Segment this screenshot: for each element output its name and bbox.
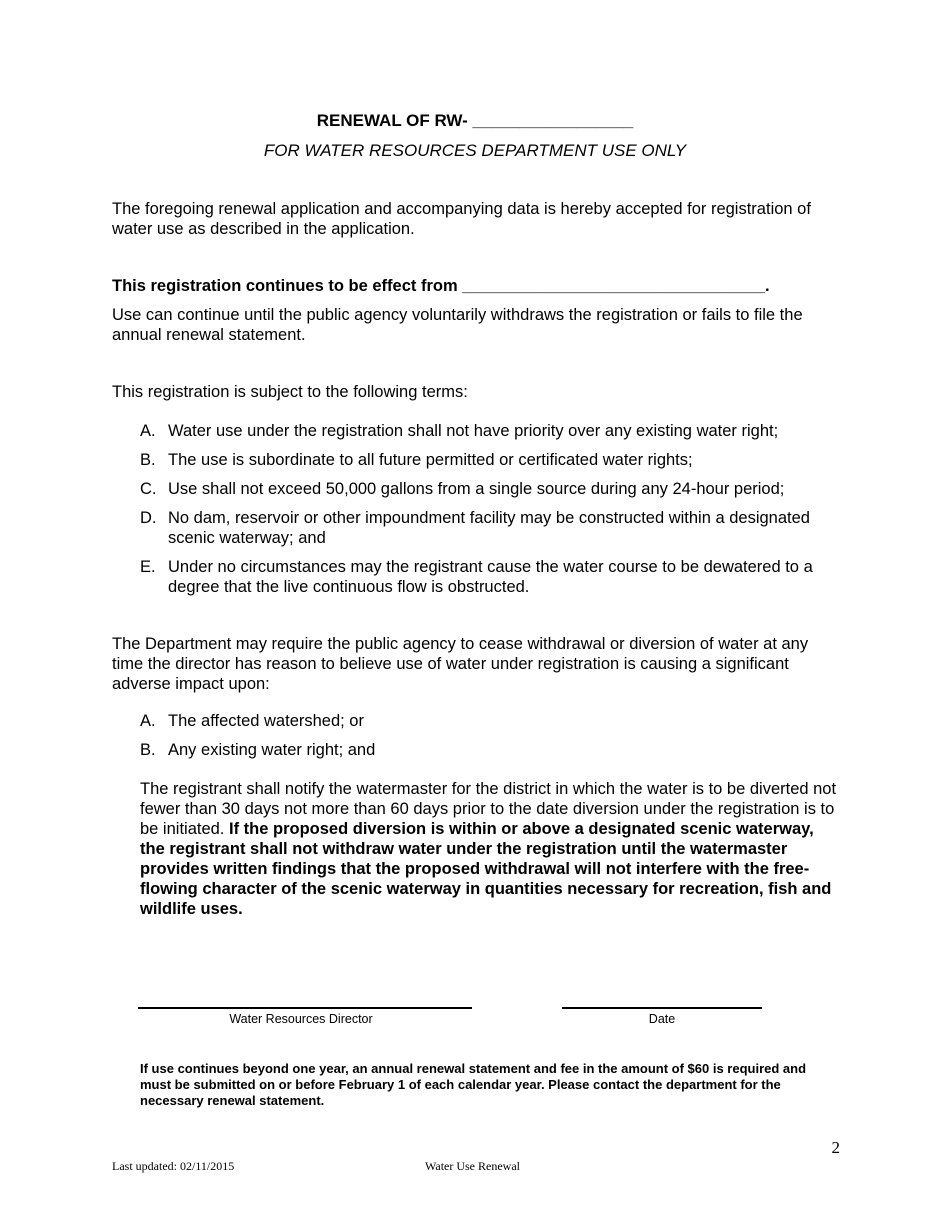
list-item [140, 711, 840, 731]
list-item-text: The affected watershed; or [168, 712, 364, 730]
list-item [140, 557, 840, 597]
intro-paragraph: The foregoing renewal application and accompanying data is hereby accepted for registration of water use as described in the application. [112, 200, 811, 238]
form-subtitle: FOR WATER RESOURCES DEPARTMENT USE ONLY [263, 141, 687, 160]
list-item-letter: B. [140, 451, 156, 469]
terms-list [140, 421, 840, 597]
last-updated: Last updated: 02/11/2015 [112, 1159, 235, 1173]
list-item [140, 740, 840, 760]
list-item-text: Use shall not exceed 50,000 gallons from a single source during any 24-hour period; [168, 480, 785, 498]
list-item [140, 508, 840, 548]
list-item-letter: E. [140, 558, 156, 576]
renewal-notice: If use continues beyond one year, an annual renewal statement and fee in the amount of $60 is required and must be submitted on or before February 1 of each calendar year. Please contact the department for the necessary renewal statement. [140, 1061, 807, 1108]
page-number: 2 [831, 1138, 840, 1157]
list-item-text: The use is subordinate to all future permitted or certificated water rights; [168, 451, 693, 469]
effect-date-line: This registration continues to be effect from _________________________________. [112, 277, 770, 295]
list-item [140, 450, 840, 470]
date-signature-label: Date [648, 1012, 676, 1026]
notify-text: The registrant shall notify the watermaster for the district in which the water is to be diverted not fewer than 30 days not more than 60 days prior to the date diversion under the registration is to be initiated. [140, 780, 837, 838]
list-item-text: Water use under the registration shall not have priority over any existing water right; [168, 422, 779, 440]
notify-paragraph [140, 779, 840, 919]
director-signature-label: Water Resources Director [229, 1012, 373, 1026]
list-item-letter: D. [140, 509, 157, 527]
director-signature-line[interactable] [138, 1007, 472, 1009]
terms-intro: This registration is subject to the following terms: [112, 383, 468, 401]
form-title: RENEWAL OF RW- _________________ [316, 111, 634, 130]
list-item [140, 421, 840, 441]
notify-bold-text: If the proposed diversion is within or above a designated scenic waterway, the registrant shall not withdraw water under the registration until the watermaster provides written findings that the proposed withdrawal will not interfere with the free-flowing character of the scenic waterway in quantities necessary for recreation, fish and wildlife uses. [140, 820, 832, 918]
list-item-text: Under no circumstances may the registrant cause the water course to be dewatered to a degree that the live continuous flow is obstructed. [168, 558, 813, 596]
list-item-letter: A. [140, 422, 156, 440]
continue-paragraph: Use can continue until the public agency voluntarily withdraws the registration or fails to file the annual renewal statement. [112, 306, 803, 344]
department-paragraph: The Department may require the public agency to cease withdrawal or diversion of water at any time the director has reason to believe use of water under registration is causing a significant adverse impact upon: [112, 635, 809, 693]
document-name: Water Use Renewal [425, 1159, 520, 1173]
list-item-text: No dam, reservoir or other impoundment facility may be constructed within a designated scenic waterway; and [168, 509, 810, 547]
list-item-letter: B. [140, 741, 156, 759]
list-item [140, 479, 840, 499]
list-item-text: Any existing water right; and [168, 741, 376, 759]
impacts-list [140, 711, 840, 760]
date-signature-line[interactable] [562, 1007, 762, 1009]
list-item-letter: A. [140, 712, 156, 730]
list-item-letter: C. [140, 480, 157, 498]
